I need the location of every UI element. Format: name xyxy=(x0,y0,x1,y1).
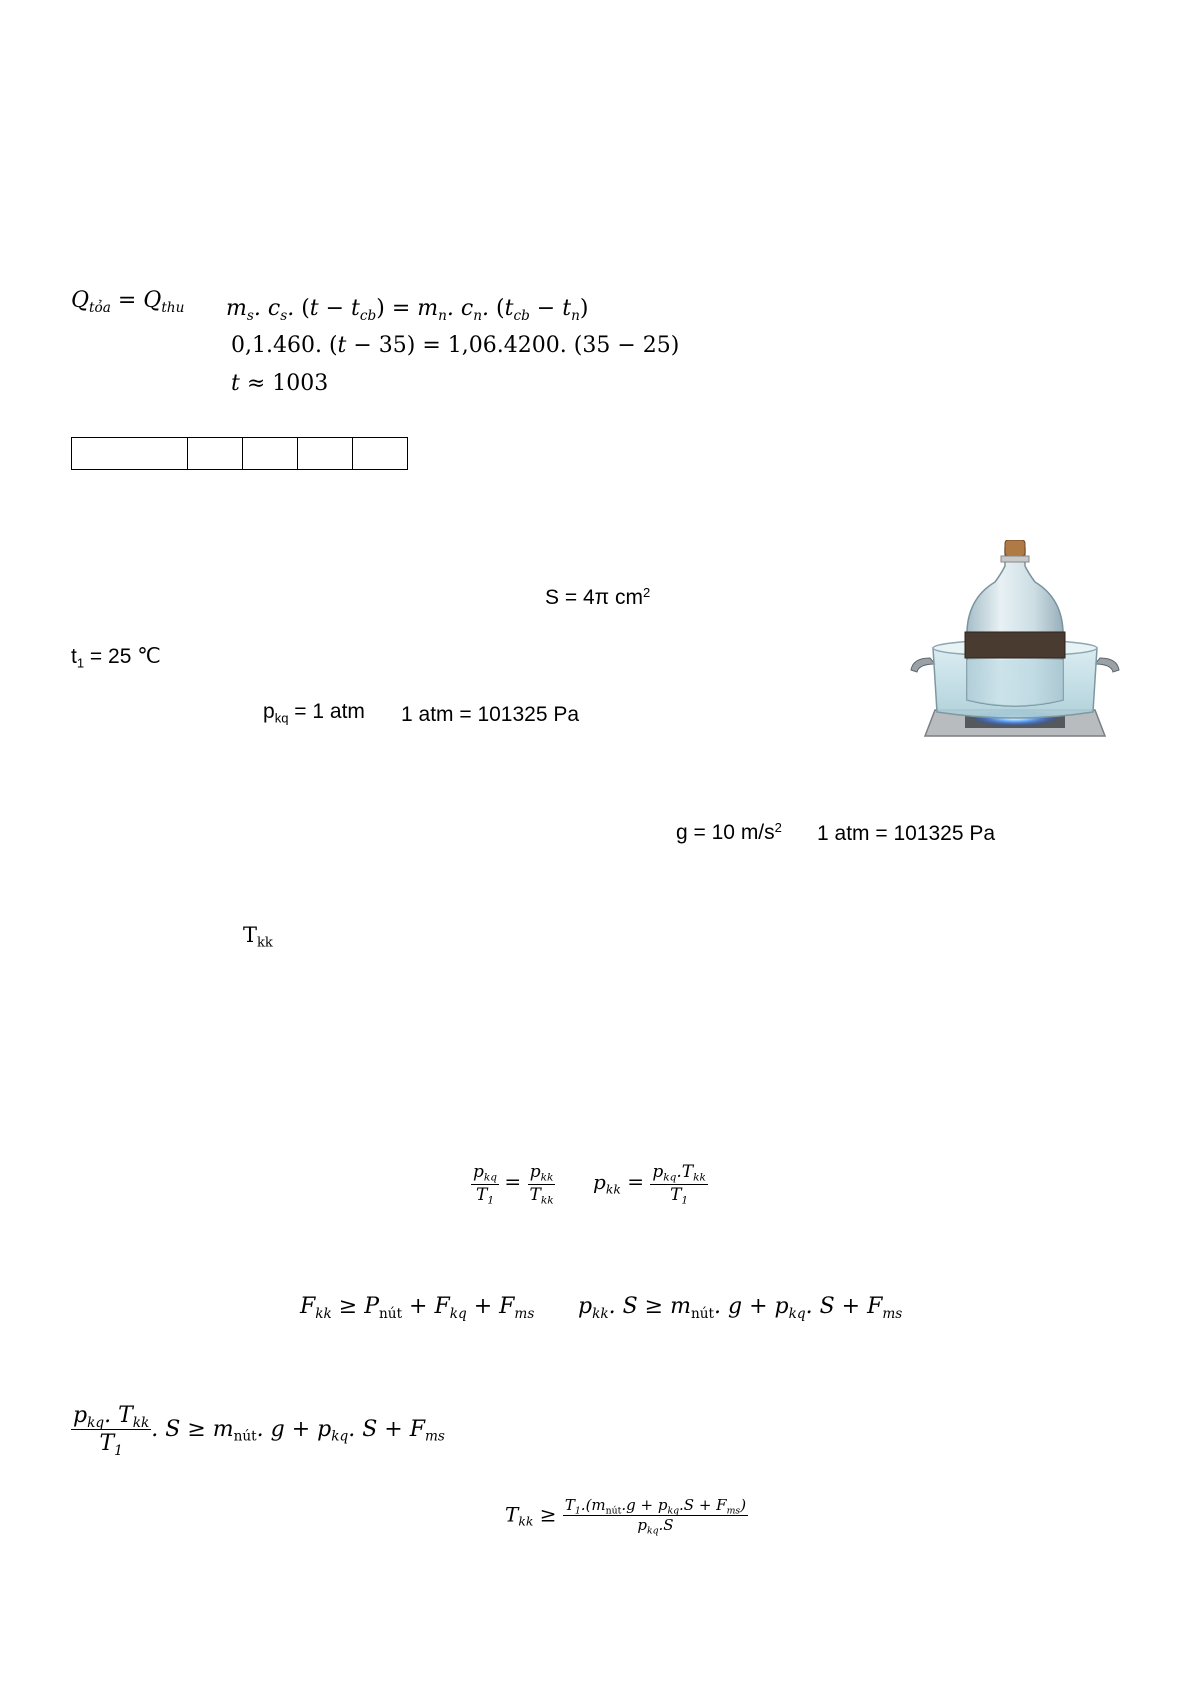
air-temperature-symbol: $T_{kk}$ xyxy=(243,923,273,951)
answer-cell xyxy=(72,438,188,470)
heat-balance-result: t ≈ 1003 xyxy=(231,371,329,396)
answer-cell xyxy=(188,438,243,470)
heat-balance-equation: $m_s$. $c_s$. $(t - t_{cb}) = m_n$. $c_n$. $(t_{cb} - t_n)$ xyxy=(226,296,589,324)
substituted-inequality: $\frac{p_{kq}. T_{kk}}{T_1}$ . $S \ge m_{nút}$. $g + p_{kq}$. $S + F_{ms}$ xyxy=(73,1403,445,1460)
area-given: S = 4π $cm^2$ xyxy=(545,584,651,609)
answer-cell xyxy=(298,438,353,470)
answer-cell xyxy=(243,438,298,470)
answer-grid xyxy=(71,437,408,470)
gravity-given: g = 10 $m/s^2$ xyxy=(676,819,782,844)
bottle-in-pot-illustration xyxy=(905,540,1125,750)
answer-cell xyxy=(353,438,408,470)
force-condition: $F_{kk} \ge P_{nút} + F_{kq} + F_{ms}$ xyxy=(300,1294,535,1322)
bottle-in-pot-icon xyxy=(905,540,1125,750)
atm-conversion-1: 1 atm = 101325 Pa xyxy=(401,703,580,726)
atm-conversion-2: 1 atm = 101325 Pa xyxy=(817,822,996,845)
heat-balance-label: $Q_{tỏa} = Q_{thu}$ xyxy=(71,288,185,316)
outside-pressure: $p_{kq} = 1$ atm xyxy=(263,700,365,726)
initial-temperature: $t_1 = 25$ ℃ xyxy=(71,645,161,671)
heat-balance-substitution: 0,1.460. (t − 35) = 1,06.4200. (35 − 25) xyxy=(231,333,680,358)
pressure-inside-formula: $p_{kk}$ = $\frac{p_{kq}.T_{kk}}{T_1}$ xyxy=(593,1162,706,1207)
isochoric-ratio: $\frac{p_{kq}}{T_1}$ = $\frac{p_{kk}}{T_{kk}}$ xyxy=(473,1162,554,1207)
pressure-condition: $p_{kk}$. $S \ge m_{nút}$. $g + p_{kq}$. $S + F_{ms}$ xyxy=(578,1294,903,1322)
final-temperature-condition: $T_{kk}$ ≥ $\frac{T_1.(m_{nút}.g + p_{kq}.S + F_{ms})}{p_{kq}.S}$ xyxy=(505,1496,747,1537)
